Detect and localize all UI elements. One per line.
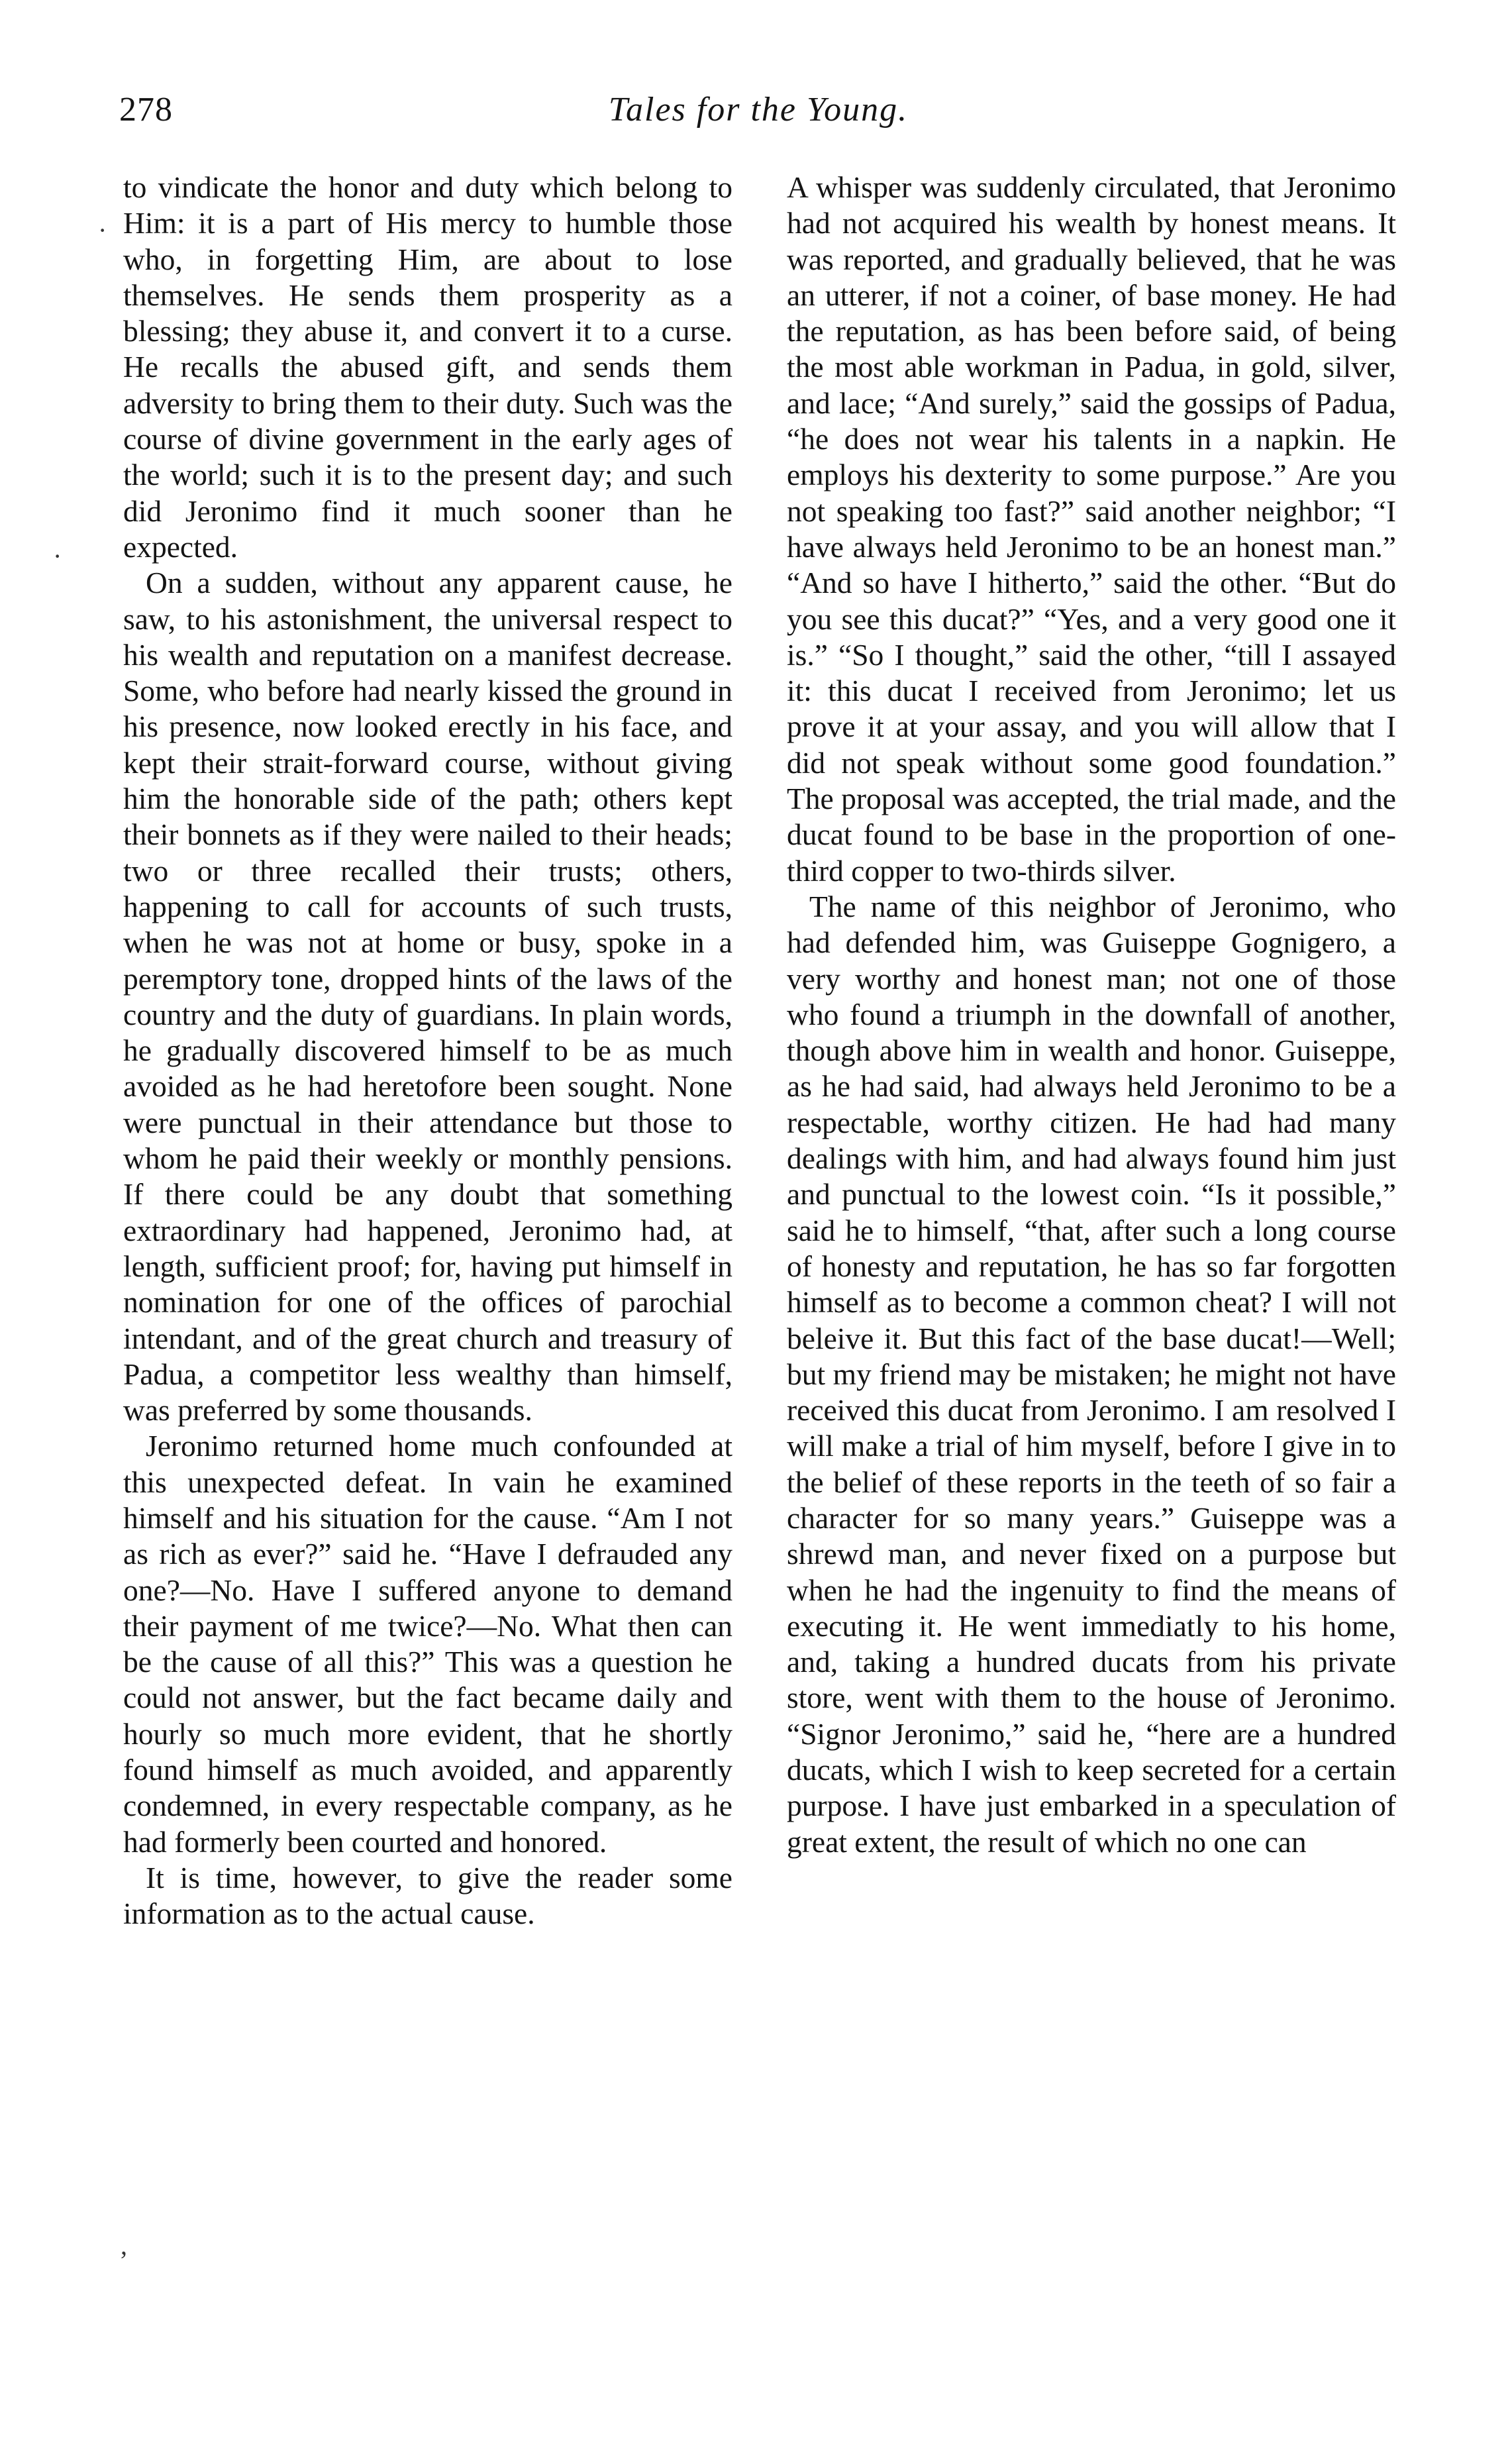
- page-header: [119, 90, 1397, 143]
- paragraph: Jeronimo returned home much confounded at this unexpected defeat. In vain he examined himself and his situation for the cause. “Am I not as rich as ever?” said he. “Have I defrauded any one?—No. Have I suffered anyone to demand their payment of me twice?—No. What then can be the cause of all this?” This was a question he could not answer, but the fact became daily and hourly so much more evident, that he shortly found himself as much avoided, and apparently condemned, in every respectable company, as he had formerly been courted and honored.: [123, 1429, 732, 1859]
- paragraph: The name of this neighbor of Jeronimo, who had defended him, was Guiseppe Gognigero, a very worthy and honest man; not one of those who found a triumph in the downfall of another, though above him in wealth and honor. Guiseppe, as he had said, had always held Jeronimo to be a respectable, worthy citizen. He had had many dealings with him, and had always found him just and punctual to the lowest coin. “Is it possible,” said he to himself, “that, after such a long course of honesty and reputation, he has so far forgotten himself as to become a common cheat? I will not beleive it. But this fact of the base ducat!—Well; but my friend may be mistaken; he might not have received this ducat from Jeronimo. I am resolved I will make a trial of him myself, before I give in to the belief of these reports in the teeth of so fair a character for so many years.” Guiseppe was a shrewd man, and never fixed on a purpose but when he had the ingenuity to find the means of executing it. He went immediatly to his home, and, taking a hundred ducats from his private store, went with them to the house of Jeronimo. “Signor Jeronimo,” said he, “here are a hundred ducats, which I wish to keep secreted for a certain purpose. I have just embarked in a speculation of great extent, the result of which no one can: [787, 889, 1396, 1859]
- paragraph: It is time, however, to give the reader some information as to the actual cause.: [123, 1860, 732, 1931]
- running-title: Tales for the Young.: [608, 91, 909, 129]
- paragraph: A whisper was suddenly circulated, that Jeronimo had not acquired his wealth by honest means. It was reported, and gradually believed, that he was an utterer, if not a coiner, of base money. He had the reputation, as has been before said, of being the most able workman in Padua, in gold, silver, and lace; “And surely,” said the gossips of Padua, “he does not wear his talents in a napkin. He employs his dexterity to some purpose.” Are you not speaking too fast?” said another neighbor; “I have always held Jeronimo to be an honest man.” “And so have I hitherto,” said the other. “But do you see this ducat?” “Yes, and a very good one it is.” “So I thought,” said the other, “till I assayed it: this ducat I received from Jeronimo; let us prove it at your assay, and you will allow that I did not speak without some good foundation.” The proposal was accepted, the trial made, and the ducat found to be base in the proportion of one-third copper to two-thirds silver.: [787, 170, 1396, 888]
- paragraph: On a sudden, without any apparent cause, he saw, to his astonishment, the universal respect to his wealth and reputation on a manifest decrease. Some, who before had nearly kissed the ground in his presence, now looked erectly in his face, and kept their strait-forward course, without giving him the honorable side of the path; others kept their bonnets as if they were nailed to their heads; two or three recalled their trusts; others, happening to call for accounts of such trusts, when he was not at home or busy, spoke in a peremptory tone, dropped hints of the laws of the country and the duty of guardians. In plain words, he gradually discovered himself to be as much avoided as he had heretofore been sought. None were punctual in their attendance but those to whom he paid their weekly or monthly pensions. If there could be any doubt that something extraordinary had happened, Jeronimo had, at length, sufficient proof; for, having put himself in nomination for one of the offices of parochial intendant, and of the great church and treasury of Padua, a competitor less wealthy than himself, was preferred by some thousands.: [123, 566, 732, 1428]
- right-column: [787, 170, 1396, 1860]
- stray-mark: ·: [53, 541, 62, 571]
- paragraph: to vindicate the honor and duty which belong to Him: it is a part of His mercy to humble those who, in forgetting Him, are about to lose themselves. He sends them prosperity as a blessing; they abuse it, and convert it to a curse. He recalls the abused gift, and sends them adversity to bring them to their duty. Such was the course of divine government in the early ages of the world; such it is to the present day; and such did Jeronimo find it much sooner than he expected.: [123, 170, 732, 564]
- page-number: 278: [119, 91, 173, 129]
- stray-mark: ,: [121, 2230, 127, 2260]
- stray-mark: ·: [98, 215, 107, 245]
- left-column: [123, 170, 732, 1932]
